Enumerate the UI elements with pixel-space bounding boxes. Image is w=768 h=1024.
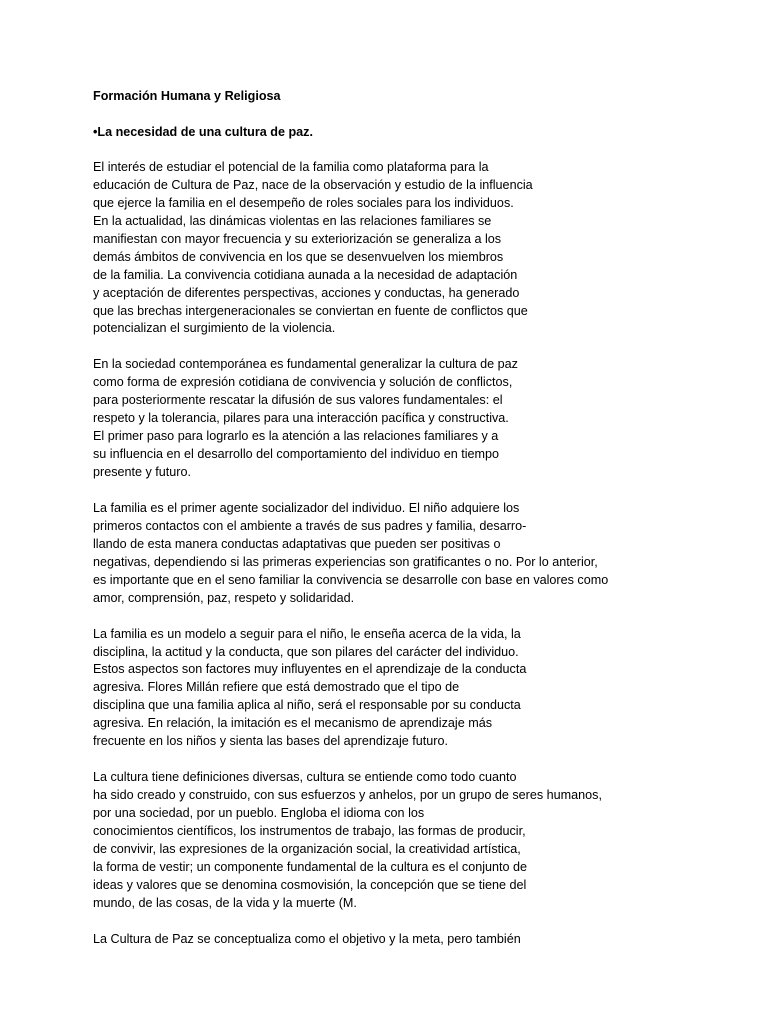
text-line: mundo, de las cosas, de la vida y la muerte (M. [93,895,357,910]
text-line: En la actualidad, las dinámicas violentas en las relaciones familiares se [93,213,492,228]
document-title: Formación Humana y Religiosa [93,89,281,103]
text-line: llando de esta manera conductas adaptativas que pueden ser positivas o [93,536,501,551]
paragraph [93,356,733,482]
text-line: ha sido creado y construido, con sus esfuerzos y anhelos, por un grupo de seres humanos, [93,788,602,803]
document-body [93,87,733,949]
text-line: agresiva. En relación, la imitación es el mecanismo de aprendizaje más [93,716,492,731]
text-line: manifiestan con mayor frecuencia y su exteriorización se generaliza a los [93,231,502,246]
section-heading: •La necesidad de una cultura de paz. [93,125,313,139]
text-line: por una sociedad, por un pueblo. Engloba el idioma con los [93,806,425,820]
text-line: disciplina que una familia aplica al niño, será el responsable por su conducta [93,698,521,713]
paragraph [93,500,733,608]
paragraph-container [93,159,733,949]
text-line: primeros contactos con el ambiente a través de sus padres y familia, desarro- [93,518,527,533]
text-line: respeto y la tolerancia, pilares para una interacción pacífica y constructiva. [93,411,509,426]
text-line: La familia es un modelo a seguir para el niño, le enseña acerca de la vida, la [93,626,521,641]
text-line: ideas y valores que se denomina cosmovisión, la concepción que se tiene del [93,877,527,892]
paragraph [93,159,733,338]
text-line: La Cultura de Paz se conceptualiza como el objetivo y la meta, pero también [93,931,521,946]
text-line: agresiva. Flores Millán refiere que está demostrado que el tipo de [93,680,460,695]
text-line: presente y futuro. [93,465,192,479]
text-line: de la familia. La convivencia cotidiana aunada a la necesidad de adaptación [93,267,518,282]
paragraph [93,626,733,752]
text-line: El primer paso para lograrlo es la atención a las relaciones familiares y a [93,429,499,444]
text-line: El interés de estudiar el potencial de la familia como plataforma para la [93,160,489,174]
text-line: su influencia en el desarrollo del comportamiento del individuo en tiempo [93,447,500,462]
text-line: disciplina, la actitud y la conducta, que son pilares del carácter del individuo. [93,644,519,659]
text-line: como forma de expresión cotidiana de convivencia y solución de conflictos, [93,375,513,390]
paragraph [93,769,733,913]
text-line: negativas, dependiendo si las primeras experiencias son gratificantes o no. Por lo anterior, [93,554,598,569]
text-line: que las brechas intergeneracionales se conviertan en fuente de conflictos que [93,303,528,318]
text-line: y aceptación de diferentes perspectivas, acciones y conductas, ha generado [93,285,520,300]
paragraph [93,931,733,949]
text-line: potencializan el surgimiento de la violencia. [93,321,336,336]
text-line: La cultura tiene definiciones diversas, cultura se entiende como todo cuanto [93,770,517,785]
text-line: conocimientos científicos, los instrumentos de trabajo, las formas de producir, [93,823,526,838]
text-line: de convivir, las expresiones de la organización social, la creatividad artística, [93,841,521,856]
text-line: frecuente en los niños y sienta las bases del aprendizaje futuro. [93,734,448,749]
text-line: la forma de vestir; un componente fundamental de la cultura es el conjunto de [93,859,528,874]
text-line: para posteriormente rescatar la difusión de sus valores fundamentales: el [93,393,503,408]
text-line: educación de Cultura de Paz, nace de la observación y estudio de la influencia [93,177,533,192]
text-line: La familia es el primer agente socializador del individuo. El niño adquiere los [93,500,520,515]
text-line: amor, comprensión, paz, respeto y solidaridad. [93,590,355,605]
text-line: que ejerce la familia en el desempeño de roles sociales para los individuos. [93,195,514,210]
text-line: es importante que en el seno familiar la convivencia se desarrolle con base en valores como [93,572,609,587]
text-line: Estos aspectos son factores muy influyentes en el aprendizaje de la conducta [93,662,527,677]
text-line: demás ámbitos de convivencia en los que se desenvuelven los miembros [93,249,504,264]
text-line: En la sociedad contemporánea es fundamental generalizar la cultura de paz [93,357,518,372]
